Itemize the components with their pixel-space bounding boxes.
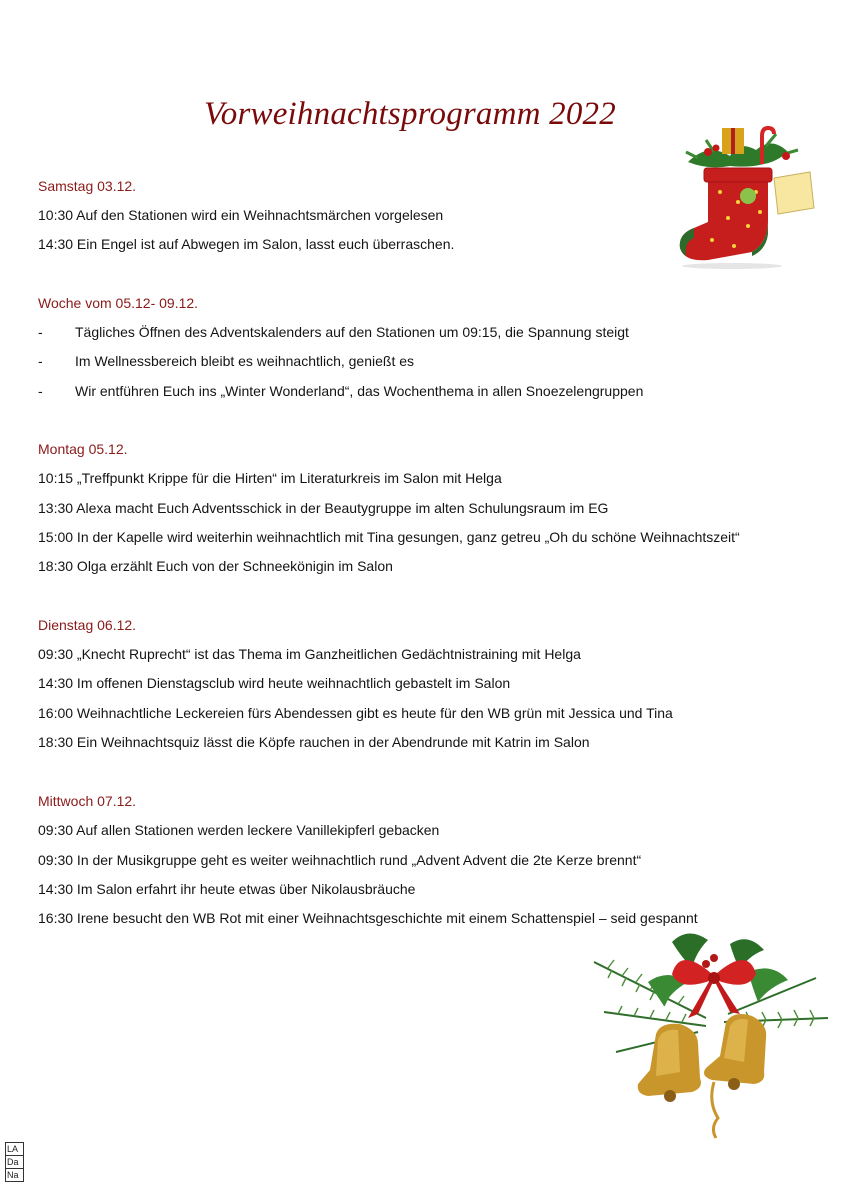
entry-line: 14:30 Im Salon erfahrt ihr heute etwas über Nikolausbräuche	[38, 881, 416, 897]
entry-line: 18:30 Olga erzählt Euch von der Schneekönigin im Salon	[38, 558, 393, 574]
entry-line: 16:30 Irene besucht den WB Rot mit einer Weihnachtsgeschichte mit einem Schattenspiel – seid gespannt	[38, 910, 698, 926]
section-heading-montag: Montag 05.12.	[38, 441, 128, 457]
entry-line: 09:30 Auf allen Stationen werden leckere Vanillekipferl gebacken	[38, 822, 440, 838]
entry-line: 09:30 In der Musikgruppe geht es weiter weihnachtlich rund „Advent Advent die 2te Kerze brennt“	[38, 852, 642, 868]
entry-line: 18:30 Ein Weihnachtsquiz lässt die Köpfe rauchen in der Abendrunde mit Katrin im Salon	[38, 734, 590, 750]
entry-line: 09:30 „Knecht Ruprecht“ ist das Thema im Ganzheitlichen Gedächtnistraining mit Helga	[38, 646, 581, 662]
bullet-item: Wir entführen Euch ins „Winter Wonderland“, das Wochenthema in allen Snoezelengruppen	[75, 383, 644, 399]
entry-line: 13:30 Alexa macht Euch Adventsschick in der Beautygruppe im alten Schulungsraum im EG	[38, 500, 609, 516]
entry-line: 10:15 „Treffpunkt Krippe für die Hirten“ im Literaturkreis im Salon mit Helga	[38, 470, 502, 486]
christmas-bells-icon	[588, 922, 836, 1142]
section-heading-woche: Woche vom 05.12- 09.12.	[38, 295, 199, 311]
corner-box-line: Na	[7, 1170, 19, 1180]
corner-box-line: LA	[6, 1143, 23, 1156]
bullet-dash: -	[38, 383, 43, 399]
entry-line: 14:30 Im offenen Dienstagsclub wird heute weihnachtlich gebastelt im Salon	[38, 675, 511, 691]
bullet-dash: -	[38, 353, 43, 369]
section-heading-samstag: Samstag 03.12.	[38, 178, 137, 194]
entry-line: 16:00 Weihnachtliche Leckereien fürs Abendessen gibt es heute für den WB grün mit Jessica und Tina	[38, 705, 673, 721]
entry-line: 10:30 Auf den Stationen wird ein Weihnachtsmärchen vorgelesen	[38, 207, 444, 223]
bullet-item: Im Wellnessbereich bleibt es weihnachtlich, genießt es	[75, 353, 415, 369]
section-heading-dienstag: Dienstag 06.12.	[38, 617, 137, 633]
corner-box-line: Da	[6, 1156, 23, 1169]
bullet-dash: -	[38, 324, 43, 340]
entry-line: 14:30 Ein Engel ist auf Abwegen im Salon, lasst euch überraschen.	[38, 236, 455, 252]
christmas-stocking-icon	[668, 122, 818, 270]
section-heading-mittwoch: Mittwoch 07.12.	[38, 793, 137, 809]
bullet-item: Tägliches Öffnen des Adventskalenders auf den Stationen um 09:15, die Spannung steigt	[75, 324, 629, 340]
corner-info-box	[5, 1142, 24, 1182]
entry-line: 15:00 In der Kapelle wird weiterhin weihnachtlich mit Tina gesungen, ganz getreu „Oh du schöne Weihnachtszeit“	[38, 529, 740, 545]
page-title: Vorweihnachtsprogramm 2022	[204, 96, 616, 132]
